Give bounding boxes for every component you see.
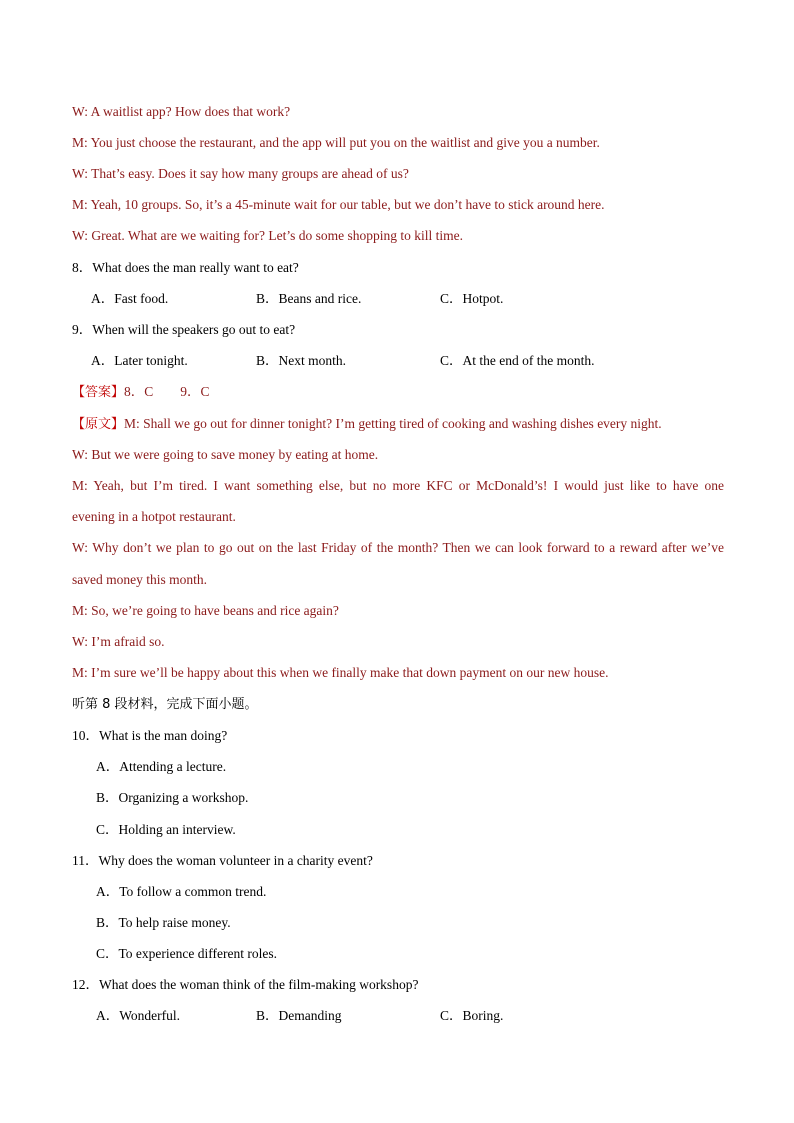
question-10: 10．What is the man doing?	[72, 728, 228, 743]
transcript-line: W: I’m afraid so.	[72, 634, 165, 649]
q11-option-a: A．To follow a common trend.	[96, 884, 267, 899]
dialogue-line: W: A waitlist app? How does that work?	[72, 104, 291, 119]
q11-option-c: C．To experience different roles.	[96, 946, 277, 961]
q11-option-b: B．To help raise money.	[96, 915, 231, 930]
transcript-line: W: Why don’t we plan to go out on the last Friday of the month? Then we can look forward to a reward after we’ve	[72, 540, 724, 555]
transcript-text: M: Shall we go out for dinner tonight? I’m getting tired of cooking and washing dishes every night.	[124, 416, 662, 431]
transcript-line: W: But we were going to save money by eating at home.	[72, 447, 379, 462]
dialogue-line: W: That’s easy. Does it say how many groups are ahead of us?	[72, 166, 409, 181]
q8-option-b: B．Beans and rice.	[256, 291, 362, 306]
q9-option-c: C．At the end of the month.	[440, 353, 595, 368]
question-9: 9．When will the speakers go out to eat?	[72, 322, 296, 337]
transcript-line: M: Yeah, but I’m tired. I want something else, but no more KFC or McDonald’s! I would just like to have one	[72, 478, 724, 493]
dialogue-line: W: Great. What are we waiting for? Let’s do some shopping to kill time.	[72, 228, 464, 243]
question-11: 11．Why does the woman volunteer in a charity event?	[72, 853, 373, 868]
transcript-line: evening in a hotpot restaurant.	[72, 509, 236, 524]
q9-option-a: A．Later tonight.	[91, 353, 188, 368]
q12-option-b: B．Demanding	[256, 1008, 342, 1023]
q12-option-c: C．Boring.	[440, 1008, 504, 1023]
question-12: 12．What does the woman think of the film-making workshop?	[72, 977, 419, 992]
transcript-line: M: So, we’re going to have beans and rice again?	[72, 603, 339, 618]
q10-option-c: C．Holding an interview.	[96, 822, 236, 837]
transcript-line	[72, 415, 724, 433]
q8-option-c: C．Hotpot.	[440, 291, 504, 306]
transcript-label: 【原文】	[72, 417, 125, 432]
q10-option-a: A．Attending a lecture.	[96, 759, 227, 774]
section-heading: 听第 8 段材料，完成下面小题。	[72, 697, 258, 712]
dialogue-line: M: Yeah, 10 groups. So, it’s a 45-minute wait for our table, but we don’t have to stick around here.	[72, 197, 605, 212]
q8-option-a: A．Fast food.	[91, 291, 169, 306]
dialogue-line: M: You just choose the restaurant, and the app will put you on the waitlist and give you a number.	[72, 135, 600, 150]
question-8: 8．What does the man really want to eat?	[72, 260, 299, 275]
transcript-line: saved money this month.	[72, 572, 207, 587]
answer-label: 【答案】	[72, 385, 125, 400]
transcript-line: M: I’m sure we’ll be happy about this when we finally make that down payment on our new house.	[72, 665, 609, 680]
q12-option-a: A．Wonderful.	[96, 1008, 181, 1023]
answer-line	[72, 383, 724, 401]
q9-option-b: B．Next month.	[256, 353, 346, 368]
q10-option-b: B．Organizing a workshop.	[96, 790, 249, 805]
answer-text: 8．C 9．C	[124, 384, 210, 399]
